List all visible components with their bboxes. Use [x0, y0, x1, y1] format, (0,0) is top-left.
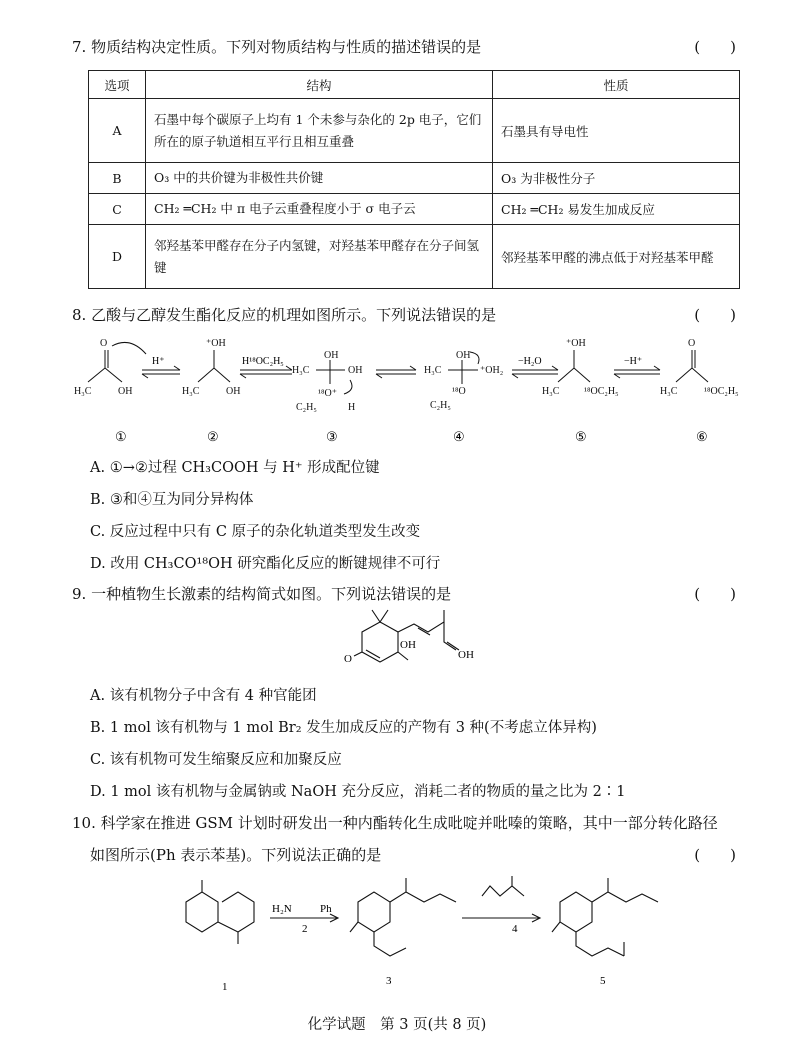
q8-option-a: A. ①→②过程 CH₃COOH 与 H⁺ 形成配位键 [90, 460, 380, 476]
svg-text:⁺OH: ⁺OH [566, 338, 586, 349]
compound-5-label: 5 [600, 975, 606, 987]
svg-text:C₂H₅: C₂H₅ [296, 402, 317, 413]
q7-stem: 7. 物质结构决定性质。下列对物质结构与性质的描述错误的是 [72, 38, 482, 56]
svg-text:¹⁸OC₂H₅: ¹⁸OC₂H₅ [584, 386, 619, 397]
ph-label: Ph [320, 903, 332, 915]
h-plus-label: H⁺ [152, 356, 165, 367]
q10-reaction-scheme [0, 872, 794, 997]
table-row [89, 225, 740, 289]
compound-label-2: ② [207, 429, 219, 444]
hydroxy-label: OH [400, 639, 416, 651]
reagent-4-label: 4 [512, 923, 518, 935]
reagent-2-label: 2 [302, 923, 308, 935]
minus-proton-label: −H⁺ [624, 356, 643, 367]
q10-stem-line2: 如图所示(Ph 表示苯基)。下列说法正确的是 [90, 846, 382, 864]
row-structure: 邻羟基苯甲醛存在分子内氢键，对羟基苯甲醛存在分子间氢键 [146, 225, 493, 289]
ketone-oxygen-label: O [344, 653, 352, 665]
svg-text:C₂H₅: C₂H₅ [430, 400, 451, 411]
table-row [89, 99, 740, 163]
svg-text:O: O [688, 338, 696, 349]
svg-text:H₃C: H₃C [660, 386, 678, 397]
table-header-row [89, 71, 740, 99]
svg-text:O: O [100, 338, 108, 349]
row-structure: 石墨中每个碳原子上均有 1 个未参与杂化的 2p 电子，它们所在的原子轨道相互平行且相互重叠 [146, 99, 493, 163]
compound-label-4: ④ [453, 429, 465, 444]
header-structure: 结构 [146, 71, 493, 99]
svg-text:OH: OH [324, 350, 339, 361]
q9-option-c: C. 该有机物可发生缩聚反应和加聚反应 [90, 752, 342, 768]
q8-option-b: B. ③和④互为同分异构体 [90, 492, 254, 508]
row-property: 邻羟基苯甲醛的沸点低于对羟基苯甲醛 [493, 225, 740, 289]
row-structure: O₃ 中的共价键为非极性共价键 [146, 163, 493, 194]
q8-option-d: D. 改用 CH₃CO¹⁸OH 研究酯化反应的断键规律不可行 [90, 556, 441, 572]
svg-text:H₃C: H₃C [292, 365, 310, 376]
compound-label-6: ⑥ [696, 429, 708, 444]
q10-stem-line1: 10. 科学家在推进 GSM 计划时研发出一种内酯转化生成吡啶并吡嗪的策略，其中一部分转化路径 [72, 814, 718, 832]
svg-text:OH: OH [118, 386, 133, 397]
compound-label-5: ⑤ [575, 429, 587, 444]
svg-text:OH: OH [226, 386, 241, 397]
svg-text:H₃C: H₃C [424, 365, 442, 376]
page-footer: 化学试题 第 3 页(共 8 页) [307, 1017, 487, 1033]
ethanol-reagent-label: H¹⁸OC₂H₅ [242, 356, 284, 367]
q8-answer-paren: ( ) [694, 306, 736, 324]
svg-text:OH: OH [348, 365, 363, 376]
header-property: 性质 [493, 71, 740, 99]
minus-water-label: −H₂O [518, 356, 542, 367]
q8-option-c: C. 反应过程中只有 C 原子的杂化轨道类型发生改变 [90, 524, 421, 540]
compound-1-label: 1 [222, 981, 228, 993]
q9-answer-paren: ( ) [694, 585, 736, 603]
compound-label-1: ① [115, 429, 127, 444]
svg-text:⁺OH: ⁺OH [206, 338, 226, 349]
svg-text:H₃C: H₃C [74, 386, 92, 397]
svg-text:H₃C: H₃C [182, 386, 200, 397]
q9-option-b: B. 1 mol 该有机物与 1 mol Br₂ 发生加成反应的产物有 3 种(不考虑立体异构) [90, 720, 597, 736]
row-property: CH₂ ═CH₂ 易发生加成反应 [493, 194, 740, 225]
q9-option-d: D. 1 mol 该有机物与金属钠或 NaOH 充分反应，消耗二者的物质的量之比为 2∶1 [90, 784, 626, 800]
svg-text:⁺OH₂: ⁺OH₂ [480, 365, 504, 376]
q10-answer-paren: ( ) [694, 846, 736, 864]
row-option: B [89, 163, 146, 194]
header-option: 选项 [89, 71, 146, 99]
q7-table [88, 70, 740, 289]
q8-mechanism-scheme [0, 326, 794, 451]
table-row [89, 194, 740, 225]
q8-stem: 8. 乙酸与乙醇发生酯化反应的机理如图所示。下列说法错误的是 [72, 306, 497, 324]
acid-oh-label: OH [458, 649, 474, 661]
row-property: O₃ 为非极性分子 [493, 163, 740, 194]
svg-text:H: H [348, 402, 356, 413]
q7-answer-paren: ( ) [694, 38, 736, 56]
svg-text:¹⁸O⁺: ¹⁸O⁺ [318, 388, 337, 399]
q9-option-a: A. 该有机物分子中含有 4 种官能团 [90, 688, 317, 704]
row-option: A [89, 99, 146, 163]
table-row [89, 163, 740, 194]
svg-text:¹⁸O: ¹⁸O [452, 386, 466, 397]
compound-label-3: ③ [326, 429, 338, 444]
q9-stem: 9. 一种植物生长激素的结构简式如图。下列说法错误的是 [72, 585, 452, 603]
row-option: D [89, 225, 146, 289]
svg-text:OH: OH [456, 350, 471, 361]
row-option: C [89, 194, 146, 225]
q9-structure [0, 606, 794, 678]
row-structure: CH₂ ═CH₂ 中 π 电子云重叠程度小于 σ 电子云 [146, 194, 493, 225]
reagent-amine-label: H₂N [272, 903, 292, 915]
svg-text:H₃C: H₃C [542, 386, 560, 397]
row-property: 石墨具有导电性 [493, 99, 740, 163]
svg-text:¹⁸OC₂H₅: ¹⁸OC₂H₅ [704, 386, 739, 397]
compound-3-label: 3 [386, 975, 392, 987]
